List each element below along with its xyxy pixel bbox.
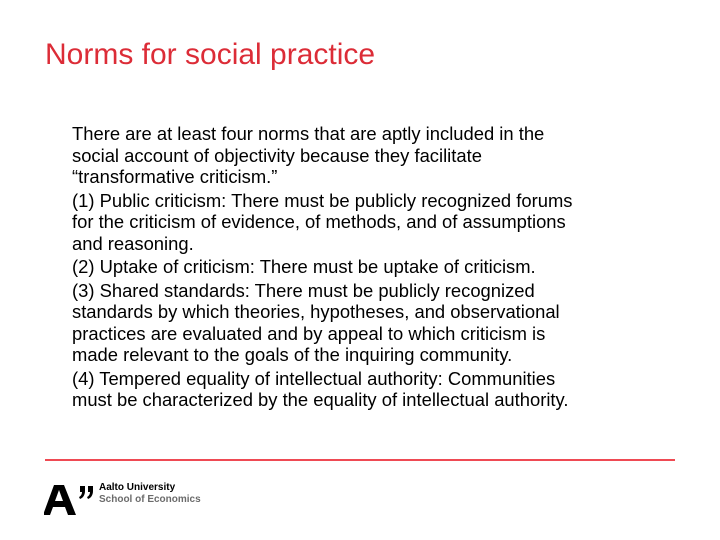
text-line: for the criticism of evidence, of methods, and of assumptions xyxy=(72,211,566,232)
paragraph-uptake-of-criticism xyxy=(72,256,682,278)
logo-school-name: School of Economics xyxy=(99,494,201,505)
text-line: (2) Uptake of criticism: There must be uptake of criticism. xyxy=(72,256,536,277)
text-line: must be characterized by the equality of intellectual authority. xyxy=(72,389,569,410)
footer-divider xyxy=(45,459,675,461)
aalto-a-quote-logo-icon xyxy=(44,481,98,517)
text-line: practices are evaluated and by appeal to which criticism is xyxy=(72,322,546,344)
paragraph-public-criticism xyxy=(72,190,682,255)
paragraph-shared-standards xyxy=(72,280,682,366)
logo-university-name: Aalto University xyxy=(99,482,176,493)
text-line: and reasoning. xyxy=(72,232,194,254)
text-line: “transformative criticism.” xyxy=(72,166,278,187)
slide-body xyxy=(72,123,682,413)
slide-title: Norms for social practice xyxy=(45,38,376,71)
paragraph-tempered-equality xyxy=(72,368,682,411)
text-line: social account of objectivity because they facilitate xyxy=(72,144,482,166)
text-line: (3) Shared standards: There must be publicly recognized xyxy=(72,279,535,301)
text-line: There are at least four norms that are aptly included in the xyxy=(72,123,545,144)
text-line: (4) Tempered equality of intellectual authority: Communities xyxy=(72,367,556,389)
text-line: made relevant to the goals of the inquiring community. xyxy=(72,344,513,365)
logo-text xyxy=(99,482,201,506)
text-line: (1) Public criticism: There must be publicly recognized forums xyxy=(72,189,573,211)
text-line: standards by which theories, hypotheses, and observational xyxy=(72,301,560,322)
paragraph-intro xyxy=(72,123,682,188)
